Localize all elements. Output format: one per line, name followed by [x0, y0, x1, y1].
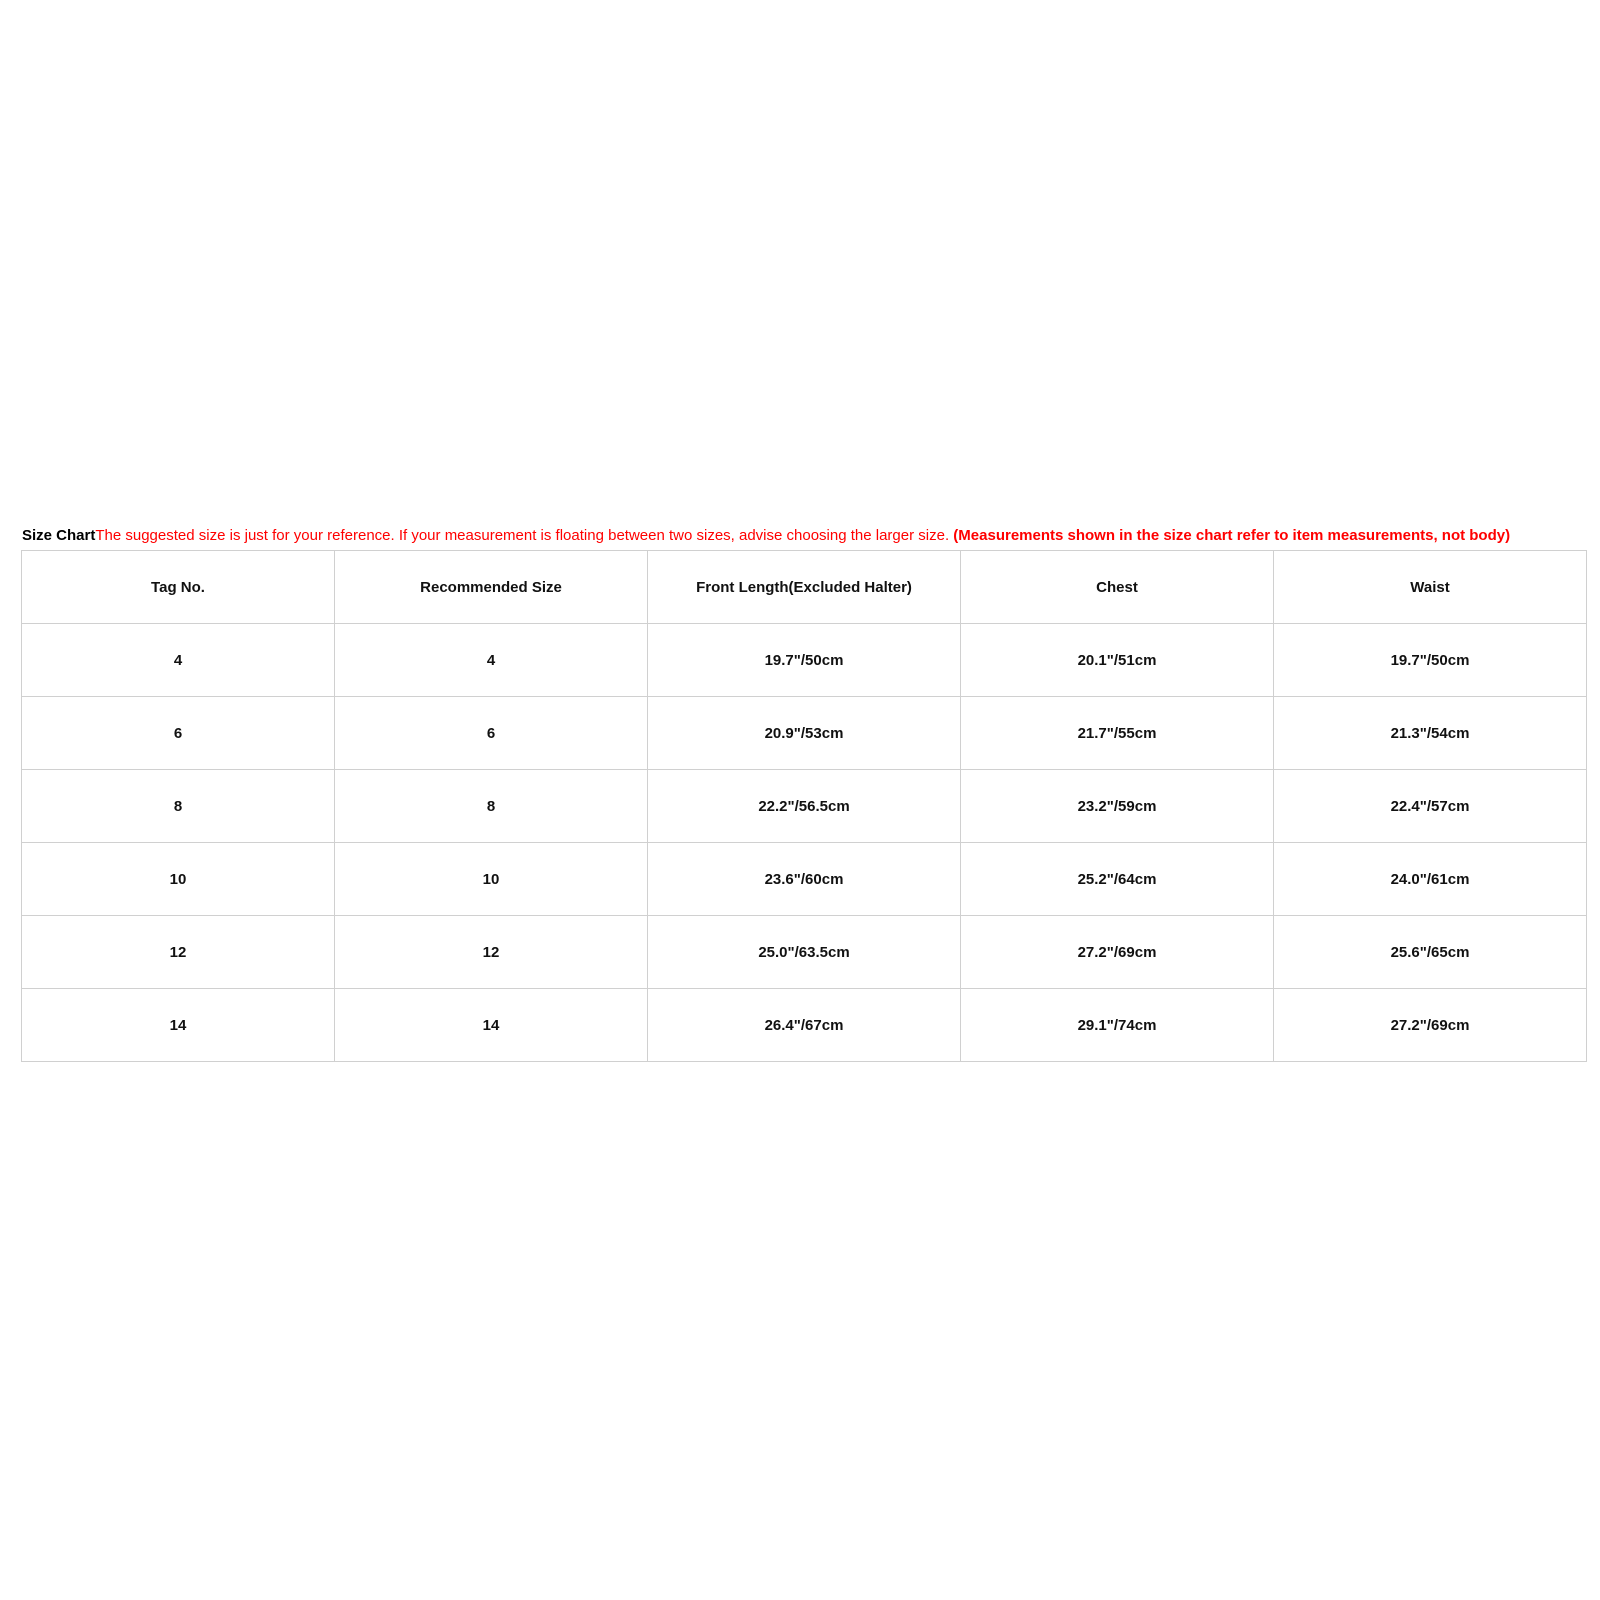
cell-tag-no: 14: [22, 989, 335, 1062]
size-chart-note-bold: (Measurements shown in the size chart refer to item measurements, not body): [953, 527, 1511, 544]
cell-front-length: 22.2"/56.5cm: [648, 770, 961, 843]
table-row: [22, 624, 1587, 697]
cell-tag-no: 4: [22, 624, 335, 697]
cell-chest: 29.1"/74cm: [961, 989, 1274, 1062]
column-header-waist: Waist: [1274, 551, 1587, 624]
column-header-recommended-size: Recommended Size: [335, 551, 648, 624]
cell-waist: 24.0"/61cm: [1274, 843, 1587, 916]
cell-chest: 23.2"/59cm: [961, 770, 1274, 843]
cell-waist: 25.6"/65cm: [1274, 916, 1587, 989]
cell-front-length: 19.7"/50cm: [648, 624, 961, 697]
cell-recommended-size: 12: [335, 916, 648, 989]
cell-waist: 19.7"/50cm: [1274, 624, 1587, 697]
table-row: [22, 770, 1587, 843]
table-row: [22, 916, 1587, 989]
cell-tag-no: 12: [22, 916, 335, 989]
cell-tag-no: 6: [22, 697, 335, 770]
size-table-head: [22, 551, 1587, 624]
size-chart-caption: [22, 527, 1587, 545]
cell-recommended-size: 8: [335, 770, 648, 843]
column-header-chest: Chest: [961, 551, 1274, 624]
cell-recommended-size: 10: [335, 843, 648, 916]
cell-tag-no: 10: [22, 843, 335, 916]
cell-recommended-size: 14: [335, 989, 648, 1062]
cell-front-length: 26.4"/67cm: [648, 989, 961, 1062]
cell-front-length: 20.9"/53cm: [648, 697, 961, 770]
cell-chest: 20.1"/51cm: [961, 624, 1274, 697]
cell-chest: 25.2"/64cm: [961, 843, 1274, 916]
size-table-body: [22, 624, 1587, 1062]
size-table: [21, 550, 1587, 1062]
cell-recommended-size: 6: [335, 697, 648, 770]
cell-front-length: 25.0"/63.5cm: [648, 916, 961, 989]
cell-waist: 21.3"/54cm: [1274, 697, 1587, 770]
column-header-front-length: Front Length(Excluded Halter): [648, 551, 961, 624]
cell-front-length: 23.6"/60cm: [648, 843, 961, 916]
cell-tag-no: 8: [22, 770, 335, 843]
cell-recommended-size: 4: [335, 624, 648, 697]
cell-waist: 27.2"/69cm: [1274, 989, 1587, 1062]
table-row: [22, 843, 1587, 916]
table-header-row: [22, 551, 1587, 624]
column-header-tag-no: Tag No.: [22, 551, 335, 624]
table-row: [22, 697, 1587, 770]
cell-chest: 27.2"/69cm: [961, 916, 1274, 989]
cell-waist: 22.4"/57cm: [1274, 770, 1587, 843]
size-chart-note: The suggested size is just for your reference. If your measurement is floating between two sizes, advise choosing the larger size.: [95, 527, 954, 544]
table-row: [22, 989, 1587, 1062]
size-chart-title: Size Chart: [22, 527, 96, 544]
cell-chest: 21.7"/55cm: [961, 697, 1274, 770]
size-chart: [21, 527, 1587, 1062]
